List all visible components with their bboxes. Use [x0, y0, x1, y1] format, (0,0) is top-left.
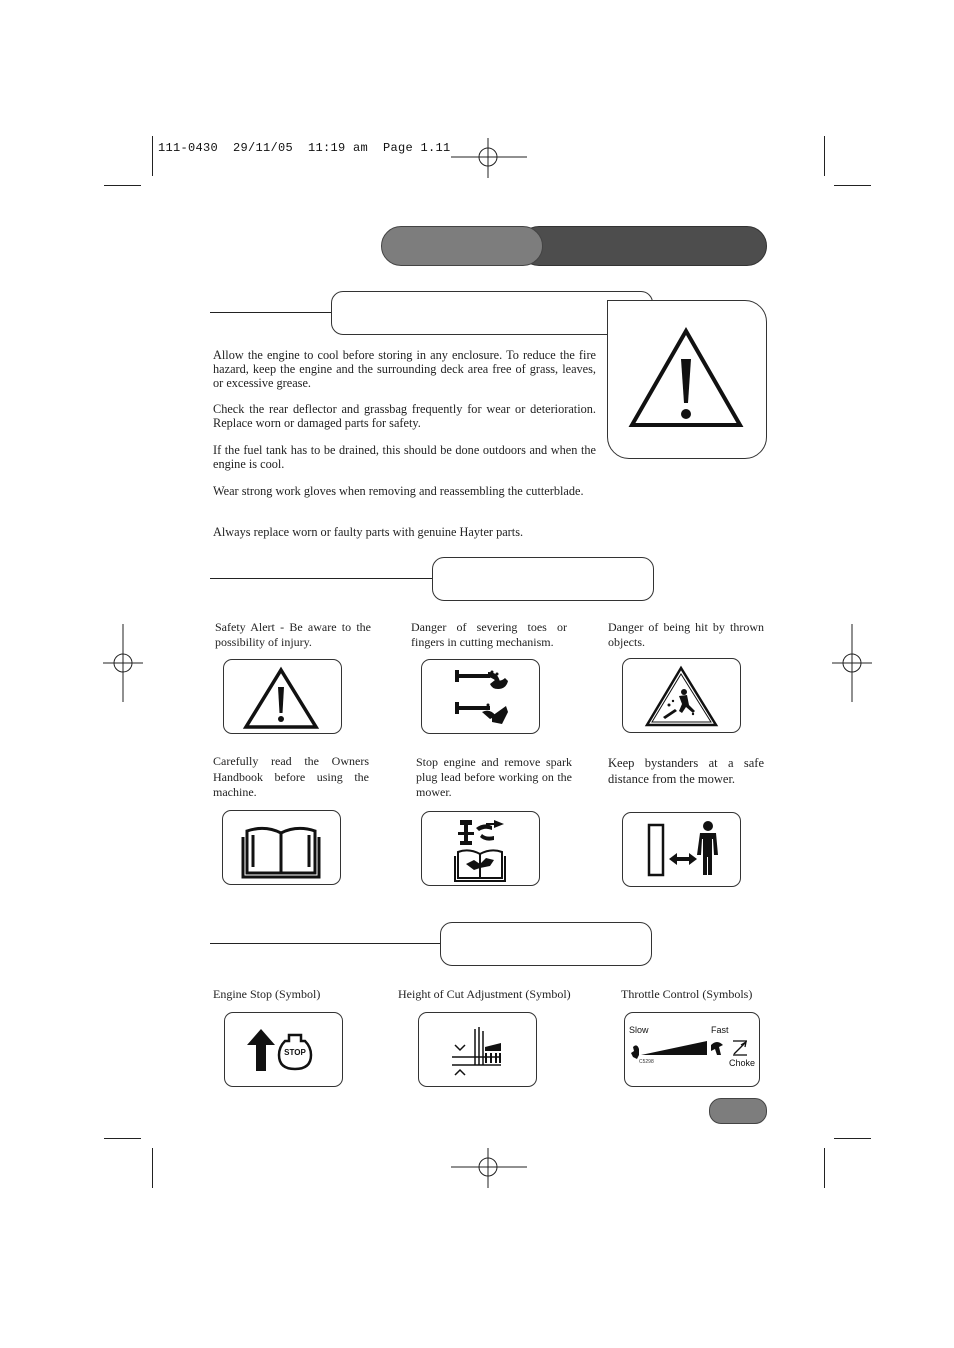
throttle-fast-label: Fast [711, 1025, 729, 1035]
spark-plug-icon [422, 812, 539, 885]
engine-stop-symbol [224, 1012, 343, 1087]
print-slug: 111-0430 29/11/05 11:19 am Page 1.11 [158, 141, 451, 155]
caption-height-of-cut: Height of Cut Adjustment (Symbol) [398, 987, 571, 1001]
warning-triangle-icon [608, 301, 766, 458]
bystander-distance-icon [623, 813, 740, 886]
crop-mark [824, 1148, 825, 1188]
crop-mark [824, 136, 825, 176]
severing-hazard-icon [422, 660, 539, 733]
throttle-icon [625, 1013, 759, 1086]
registration-mark-top [449, 138, 529, 178]
paragraph-parts: Always replace worn or faulty parts with genuine Hayter parts. [213, 525, 524, 539]
caption-spark-plug: Stop engine and remove spark plug lead before working on the mower. [416, 755, 572, 799]
section-header-box [331, 291, 653, 335]
height-of-cut-symbol [418, 1012, 537, 1087]
throttle-slow-label: Slow [629, 1025, 649, 1035]
spark-plug-symbol [421, 811, 540, 886]
crop-mark [104, 185, 141, 186]
thrown-objects-symbol [622, 658, 741, 733]
crop-mark [834, 1138, 871, 1139]
warning-panel [607, 300, 767, 459]
caption-bystanders: Keep bystanders at a safe distance from the mower. [608, 756, 764, 786]
section-rule [210, 943, 440, 944]
handbook-icon [223, 811, 340, 884]
section-header-box [432, 557, 654, 601]
crop-mark [152, 1148, 153, 1188]
page-number-pill [709, 1098, 767, 1124]
paragraph-gloves: Wear strong work gloves when removing and reassembling the cutterblade. [213, 484, 584, 498]
registration-mark-bottom [449, 1148, 529, 1188]
height-of-cut-icon [419, 1013, 536, 1086]
caption-engine-stop: Engine Stop (Symbol) [213, 987, 321, 1001]
safety-alert-symbol [223, 659, 342, 734]
crop-mark [834, 185, 871, 186]
caption-thrown-objects: Danger of being hit by thrown objects. [608, 620, 764, 649]
caption-severing: Danger of severing toes or fingers in cutting mechanism. [411, 620, 567, 649]
throttle-choke-label: Choke [729, 1058, 756, 1068]
registration-mark-right [832, 624, 872, 702]
throttle-symbol [624, 1012, 760, 1087]
caption-throttle: Throttle Control (Symbols) [621, 987, 753, 1001]
throttle-code-label: C5298 [639, 1059, 654, 1065]
severing-hazard-symbol [421, 659, 540, 734]
crop-mark [104, 1138, 141, 1139]
registration-mark-left [103, 624, 143, 702]
paragraph-fuel: If the fuel tank has to be drained, this should be done outdoors and when the engine is cool. [213, 443, 596, 471]
caption-handbook: Carefully read the Owners Handbook before using the machine. [213, 754, 369, 799]
warning-triangle-icon [224, 660, 341, 733]
section-tab-right [519, 226, 767, 266]
section-tab-left [381, 226, 543, 266]
bystander-symbol [622, 812, 741, 887]
paragraph-storage: Allow the engine to cool before storing in any enclosure. To reduce the fire hazard, keep the engine and the surrounding deck area free of grass, leaves, or excessive grease. [213, 348, 596, 390]
crop-mark [152, 136, 153, 176]
section-rule [210, 312, 332, 313]
stop-label: STOP [284, 1048, 306, 1057]
section-rule [210, 578, 432, 579]
handbook-symbol [222, 810, 341, 885]
section-header-box [440, 922, 652, 966]
thrown-objects-icon [623, 659, 740, 732]
paragraph-deflector: Check the rear deflector and grassbag frequently for wear or deterioration. Replace worn or damaged parts for safety. [213, 402, 596, 430]
caption-safety-alert: Safety Alert - Be aware to the possibility of injury. [215, 620, 371, 649]
